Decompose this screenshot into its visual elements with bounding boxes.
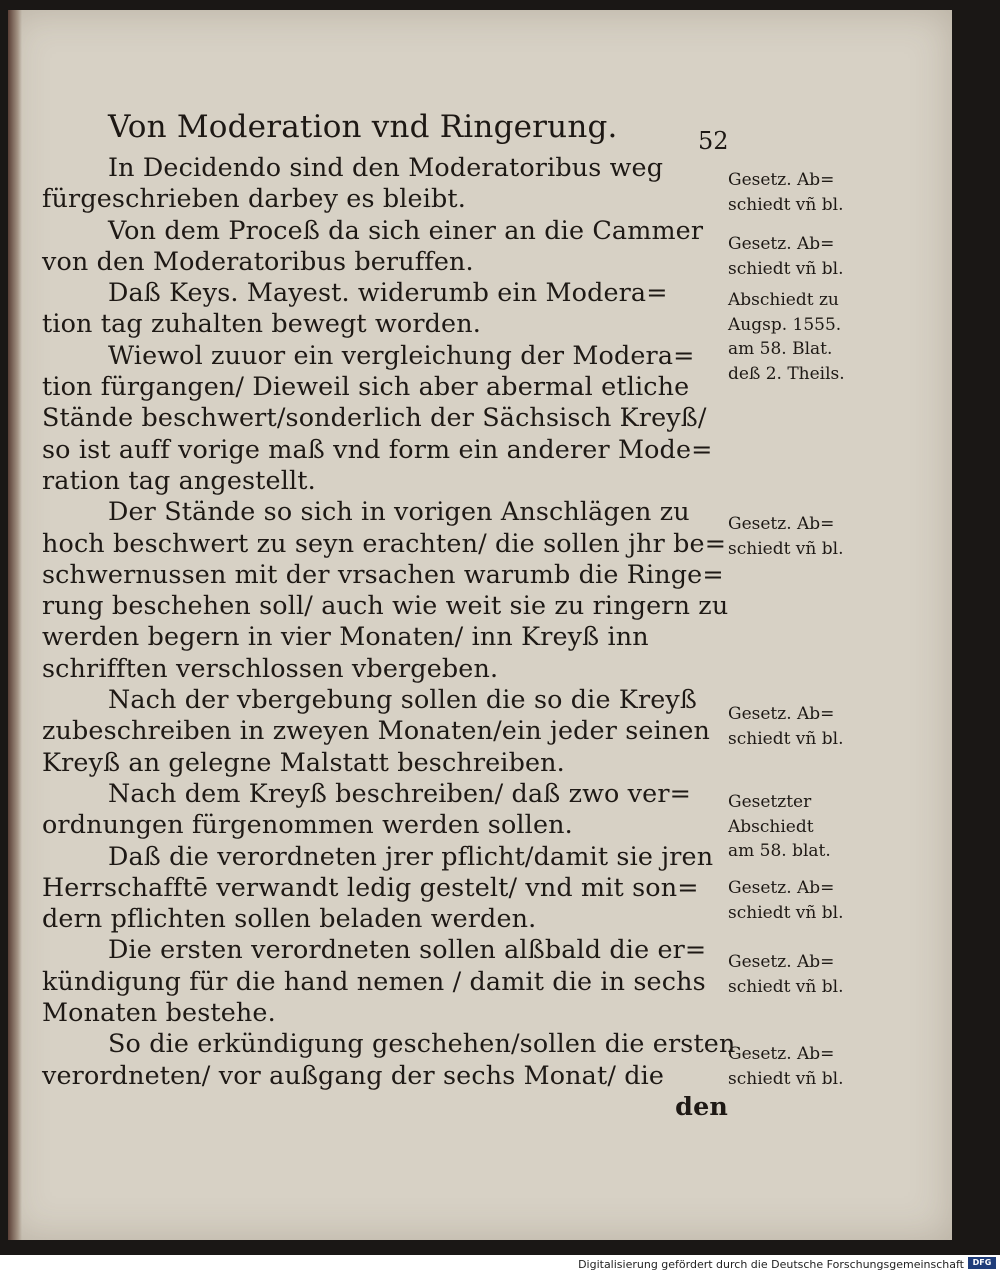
margin-note-line: Gesetz. Ab=	[728, 170, 835, 190]
margin-note	[728, 232, 878, 281]
margin-note-line: Abschiedt zu	[728, 290, 839, 310]
text-line: werden begern in vier Monaten/ inn Kreyß inn	[42, 621, 649, 652]
text-line: tion tag zuhalten bewegt worden.	[42, 308, 481, 339]
dfg-logo: DFG	[968, 1257, 996, 1269]
text-line: Von dem Proceß da sich einer an die Cammer	[108, 214, 704, 245]
text-line: Daß die verordneten jrer pflicht/damit sie jren	[108, 840, 714, 871]
margin-note-line: schiedt vñ bl.	[728, 538, 844, 559]
margin-note	[728, 876, 878, 925]
margin-note	[728, 1042, 878, 1091]
margin-note-line: Augsp. 1555.	[728, 314, 842, 335]
paragraph-6	[42, 684, 732, 778]
paragraph-2	[42, 215, 732, 278]
paragraph-7	[42, 778, 732, 841]
text-line: Nach der vbergebung sollen die so die Kreyß	[108, 684, 698, 715]
margin-note-line: schiedt vñ bl.	[728, 1068, 844, 1089]
text-line: ordnungen fürgenommen werden sollen.	[42, 809, 573, 840]
margin-note	[728, 702, 878, 751]
margin-note-line: Gesetz. Ab=	[728, 952, 835, 972]
text-line: Die ersten verordneten sollen alßbald die er=	[108, 934, 707, 965]
margin-note-line: Gesetz. Ab=	[728, 514, 835, 534]
margin-note-line: am 58. blat.	[728, 841, 831, 861]
margin-note-line: Gesetz. Ab=	[728, 704, 835, 724]
text-line: Daß Keys. Mayest. widerumb ein Modera=	[108, 277, 668, 308]
page-title: Von Moderation vnd Ringerung.	[108, 109, 618, 145]
text-line: von den Moderatoribus beruffen.	[42, 245, 474, 276]
margin-note-line: Gesetz. Ab=	[728, 878, 835, 898]
text-line: Wiewol zuuor ein vergleichung der Modera=	[108, 339, 695, 370]
text-line: Kreyß an gelegne Malstatt beschreiben.	[42, 746, 565, 777]
paragraph-8	[42, 841, 732, 935]
margin-note	[728, 288, 878, 386]
text-line: So die erkündigung geschehen/sollen die ersten	[108, 1028, 736, 1059]
text-line: dern pflichten sollen beladen werden.	[42, 903, 537, 934]
paragraph-9	[42, 934, 732, 1028]
text-line: fürgeschrieben darbey es bleibt.	[42, 183, 466, 214]
text-line: so ist auff vorige maß vnd form ein anderer Mode=	[42, 433, 713, 464]
margin-note	[728, 790, 878, 864]
text-line: verordneten/ vor außgang der sechs Monat/ die	[42, 1059, 665, 1090]
text-line: zubeschreiben in zweyen Monaten/ein jeder seinen	[42, 715, 711, 746]
paragraph-4	[42, 340, 732, 496]
text-line: In Decidendo sind den Moderatoribus weg	[108, 152, 664, 182]
text-line: hoch beschwert zu seyn erachten/ die sollen jhr be=	[42, 527, 727, 558]
margin-note-line: am 58. Blat.	[728, 339, 833, 359]
margin-note-line: schiedt vñ bl.	[728, 902, 844, 923]
margin-note-line: schiedt vñ bl.	[728, 194, 844, 215]
text-line: Stände beschwert/sonderlich der Sächsisch Kreyß/	[42, 402, 707, 433]
paragraph-1	[42, 152, 732, 215]
text-line: ration tag angestellt.	[42, 464, 316, 495]
text-line: schrifften verschlossen vbergeben.	[42, 652, 499, 683]
text-line: schwernussen mit der vrsachen warumb die Ringe=	[42, 558, 724, 589]
margin-note-line: schiedt vñ bl.	[728, 258, 844, 279]
digitization-credit: Digitalisierung gefördert durch die Deutsche Forschungsgemeinschaft	[578, 1258, 964, 1271]
text-line: Monaten bestehe.	[42, 997, 276, 1028]
text-line: kündigung für die hand nemen / damit die in sechs	[42, 965, 706, 996]
margin-note-line: schiedt vñ bl.	[728, 976, 844, 997]
margin-note	[728, 512, 878, 561]
text-line: rung beschehen soll/ auch wie weit sie zu ringern zu	[42, 590, 729, 621]
text-line: Herrschafftē verwandt ledig gestelt/ vnd mit son=	[42, 871, 699, 902]
text-line: Nach dem Kreyß beschreiben/ daß zwo ver=	[108, 777, 692, 808]
margin-note-line: Gesetzter	[728, 792, 812, 812]
margin-note-line: Abschiedt	[728, 816, 814, 837]
paragraph-10	[42, 1028, 736, 1091]
margin-note-line: deß 2. Theils.	[728, 363, 845, 384]
paragraph-3	[42, 277, 732, 340]
text-line: tion fürgangen/ Dieweil sich aber abermal etliche	[42, 371, 690, 402]
catchword: den	[675, 1090, 728, 1121]
margin-note-line: schiedt vñ bl.	[728, 728, 844, 749]
paragraph-5	[42, 496, 732, 684]
text-line: Der Stände so sich in vorigen Anschlägen zu	[108, 496, 690, 527]
margin-note-line: Gesetz. Ab=	[728, 234, 835, 254]
page-number: 52	[698, 127, 729, 155]
margin-note	[728, 168, 878, 217]
margin-note	[728, 950, 878, 999]
body-text	[42, 152, 736, 1122]
margin-note-line: Gesetz. Ab=	[728, 1044, 835, 1064]
